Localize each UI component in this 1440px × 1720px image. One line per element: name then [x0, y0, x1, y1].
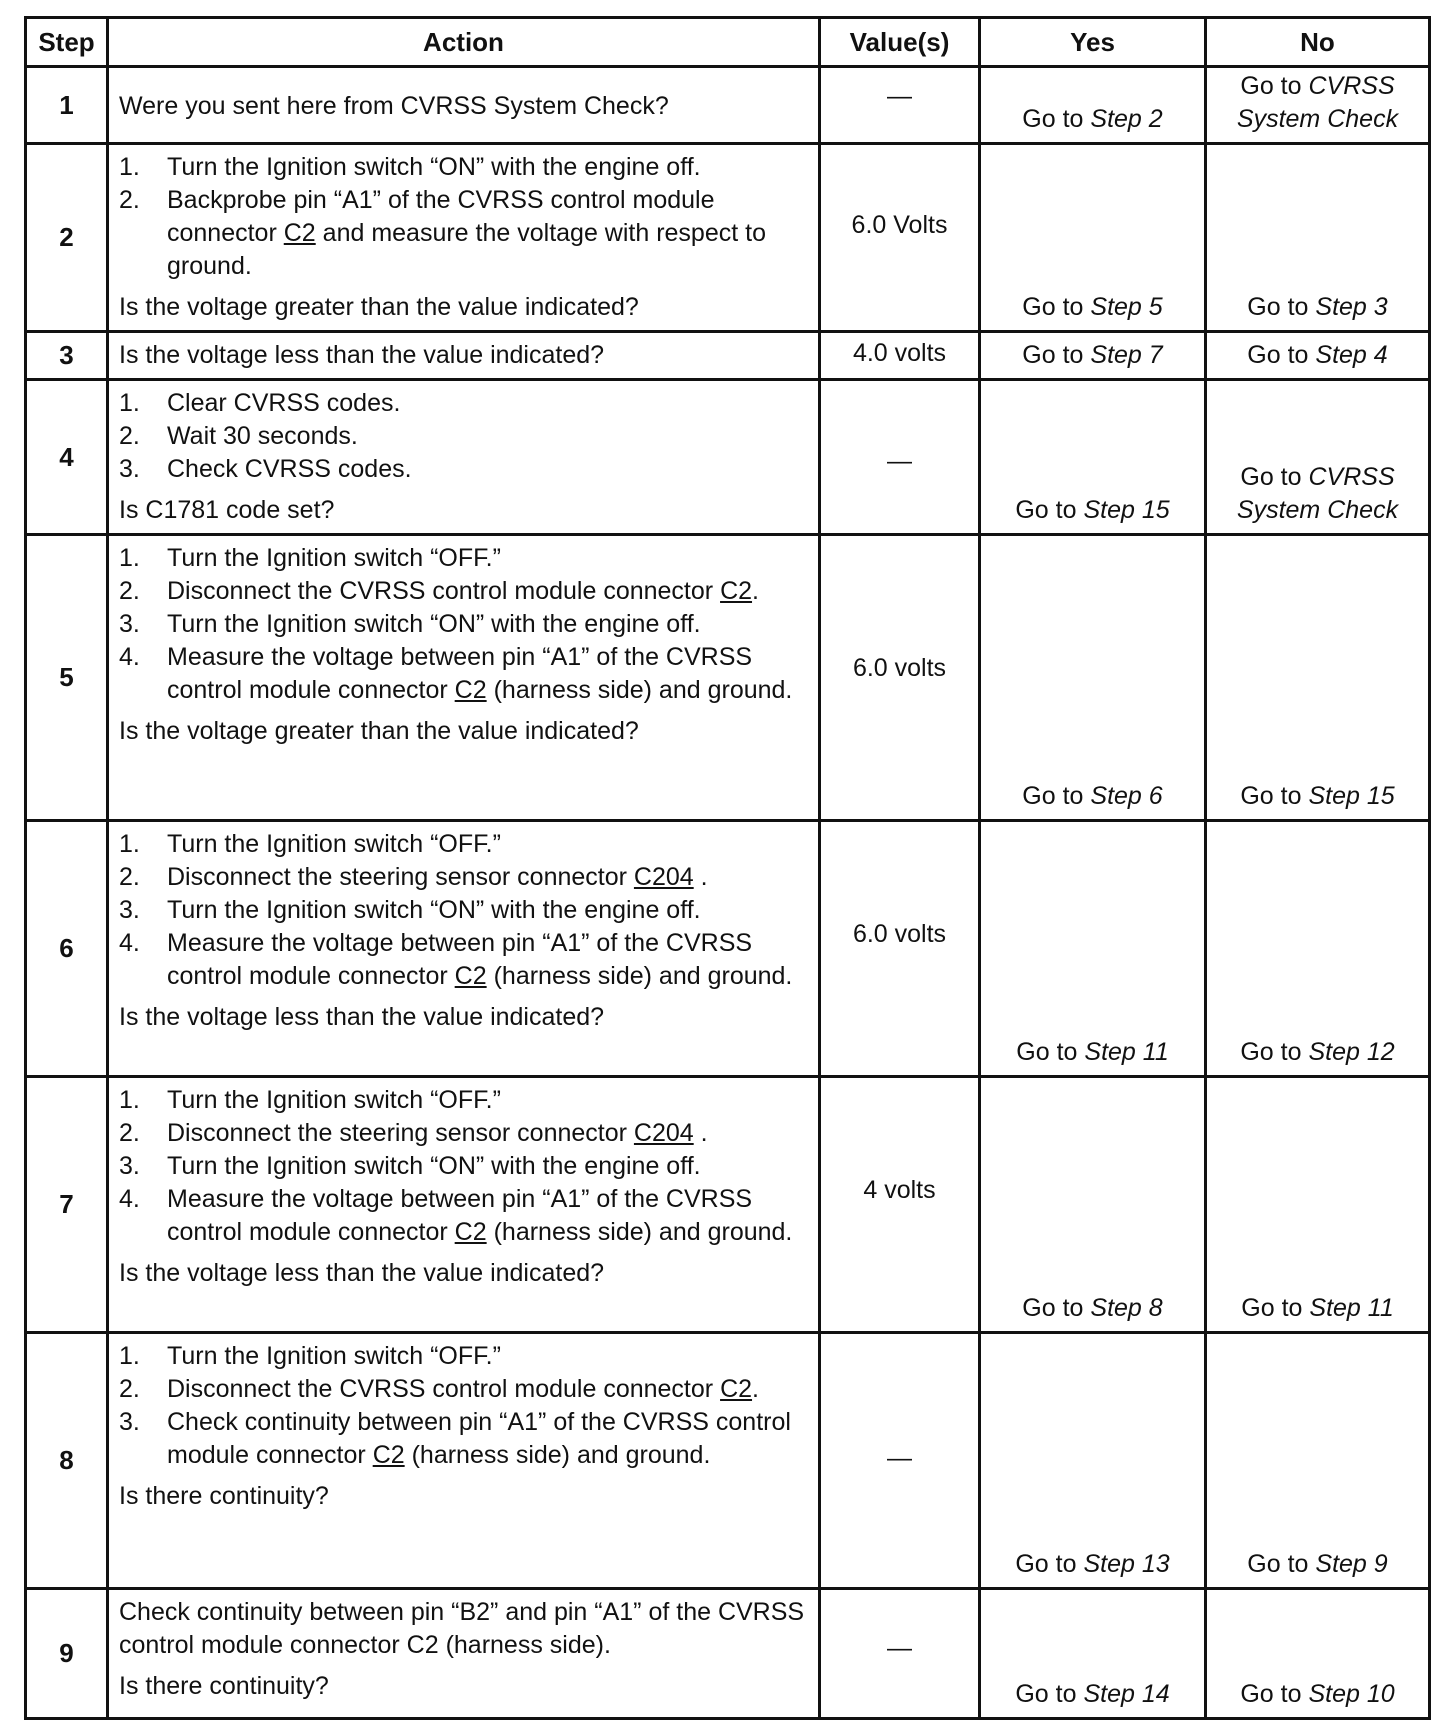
no-cell [1206, 1589, 1430, 1719]
table-row [26, 1077, 1430, 1333]
question-text: Is the voltage less than the value indicated? [119, 1259, 605, 1287]
yes-goto-prefix: Go to [1015, 1680, 1077, 1708]
no-goto-prefix: Go to [1240, 782, 1302, 810]
instruction-text-pre: Disconnect the steering sensor connector [167, 1119, 634, 1147]
instruction-item [119, 641, 808, 707]
table-row [26, 535, 1430, 821]
instruction-text-post: . [693, 1119, 708, 1147]
instruction-text: Turn the Ignition switch “ON” with the engine off. [167, 153, 701, 181]
yes-cell [980, 821, 1206, 1077]
action-paragraph: Check continuity between pin “B2” and pin “A1” of the CVRSS control module connector C2 (harness side). [119, 1598, 805, 1659]
yes-goto-target[interactable]: Step 15 [1083, 496, 1170, 524]
value-text: 4.0 volts [852, 339, 947, 367]
connector-ref: C2 [283, 219, 316, 247]
action-content [109, 333, 818, 378]
value-text: 6.0 volts [852, 920, 947, 948]
instruction-number: 3. [119, 896, 140, 924]
question-text: Is the voltage less than the value indicated? [119, 341, 605, 369]
yes-goto-prefix: Go to [1016, 1038, 1078, 1066]
instruction-text: Wait 30 seconds. [167, 422, 358, 450]
question-text: Is the voltage greater than the value indicated? [119, 717, 639, 745]
instruction-text-post: . [752, 1375, 759, 1403]
yes-goto-target[interactable]: Step 8 [1090, 1294, 1163, 1322]
action-cell [108, 821, 820, 1077]
action-cell [108, 332, 820, 380]
table-row [26, 144, 1430, 332]
instruction-item [119, 1373, 808, 1406]
instruction-number: 4. [119, 643, 140, 671]
value-text: — [887, 1634, 912, 1662]
instruction-text [167, 1406, 808, 1472]
instruction-text: Turn the Ignition switch “OFF.” [167, 1086, 501, 1114]
yes-goto-target[interactable]: Step 13 [1083, 1550, 1170, 1578]
action-cell [108, 535, 820, 821]
instruction-item [119, 151, 808, 184]
instruction-text-post: . [752, 577, 759, 605]
connector-ref: C2 [454, 962, 487, 990]
yes-goto-prefix: Go to [1022, 1294, 1084, 1322]
instruction-text [167, 1117, 808, 1150]
yes-goto-prefix: Go to [1015, 1550, 1077, 1578]
instruction-item [119, 575, 808, 608]
connector-ref: C2 [454, 1218, 487, 1246]
instruction-list [119, 151, 808, 283]
no-goto-target[interactable]: CVRSS System Check [1236, 463, 1399, 524]
question-text: Is the voltage less than the value indicated? [119, 1003, 605, 1031]
no-cell [1206, 1077, 1430, 1333]
connector-ref: C2 [720, 577, 753, 605]
instruction-text [167, 927, 808, 993]
instruction-number: 1. [119, 544, 140, 572]
yes-goto-target[interactable]: Step 14 [1083, 1680, 1170, 1708]
instruction-list [119, 1340, 808, 1472]
yes-cell [980, 535, 1206, 821]
action-cell [108, 1333, 820, 1589]
no-goto-prefix: Go to [1240, 1680, 1302, 1708]
instruction-text-pre: Measure the voltage between pin “A1” of the CVRSS control module connector [167, 643, 753, 704]
instruction-list [119, 828, 808, 993]
value-cell [820, 144, 980, 332]
no-goto-prefix: Go to [1241, 1294, 1303, 1322]
instruction-number: 3. [119, 610, 140, 638]
connector-ref: C2 [454, 676, 487, 704]
step-number: 9 [26, 1589, 108, 1719]
no-cell [1206, 67, 1430, 144]
question-text: Is there continuity? [119, 1672, 329, 1700]
table-body [26, 67, 1430, 1719]
value-text: — [887, 82, 912, 110]
action-content [109, 822, 818, 1040]
value-cell [820, 535, 980, 821]
instruction-text-post: . [693, 863, 708, 891]
table-row [26, 821, 1430, 1077]
question-text: Is the voltage greater than the value indicated? [119, 293, 639, 321]
instruction-text-pre: Backprobe pin “A1” of the CVRSS control module connector [167, 186, 715, 247]
value-text: 6.0 volts [852, 654, 947, 682]
value-cell [820, 380, 980, 535]
instruction-item [119, 1406, 808, 1472]
no-goto-target[interactable]: Step 10 [1308, 1680, 1395, 1708]
no-goto-target[interactable]: Step 12 [1308, 1038, 1395, 1066]
value-cell [820, 1077, 980, 1333]
header-step: Step [26, 18, 108, 67]
yes-cell [980, 332, 1206, 380]
action-cell [108, 1077, 820, 1333]
instruction-number: 1. [119, 153, 140, 181]
no-cell [1206, 380, 1430, 535]
instruction-number: 1. [119, 1342, 140, 1370]
header-action: Action [108, 18, 820, 67]
step-number: 7 [26, 1077, 108, 1333]
no-goto-prefix: Go to [1247, 1550, 1309, 1578]
instruction-number: 2. [119, 422, 140, 450]
table-row [26, 380, 1430, 535]
action-content [109, 536, 818, 754]
instruction-text [167, 1183, 808, 1249]
value-cell [820, 332, 980, 380]
instruction-number: 2. [119, 863, 140, 891]
instruction-text [167, 1373, 808, 1406]
instruction-text-pre: Disconnect the CVRSS control module connector [167, 577, 721, 605]
no-goto-target[interactable]: Step 9 [1315, 1550, 1388, 1578]
no-goto-target[interactable]: Step 4 [1315, 341, 1388, 369]
instruction-item [119, 1084, 808, 1117]
connector-ref: C204 [633, 1119, 694, 1147]
instruction-text: Clear CVRSS codes. [167, 389, 401, 417]
instruction-text-pre: Measure the voltage between pin “A1” of the CVRSS control module connector [167, 1185, 753, 1246]
no-goto-target[interactable]: Step 11 [1309, 1294, 1394, 1322]
step-number: 1 [26, 67, 108, 144]
no-cell [1206, 535, 1430, 821]
instruction-item [119, 927, 808, 993]
instruction-list [119, 1084, 808, 1249]
no-goto-prefix: Go to [1240, 1038, 1302, 1066]
instruction-number: 2. [119, 1119, 140, 1147]
no-goto-target[interactable]: Step 3 [1315, 293, 1388, 321]
instruction-list [119, 387, 808, 486]
instruction-text-pre: Measure the voltage between pin “A1” of the CVRSS control module connector [167, 929, 753, 990]
yes-cell [980, 1333, 1206, 1589]
no-cell [1206, 821, 1430, 1077]
instruction-number: 1. [119, 1086, 140, 1114]
yes-goto-prefix: Go to [1022, 293, 1084, 321]
instruction-text-pre: Disconnect the CVRSS control module connector [167, 1375, 721, 1403]
action-cell [108, 1589, 820, 1719]
no-cell [1206, 1333, 1430, 1589]
table-row [26, 1333, 1430, 1589]
no-goto-prefix: Go to [1240, 72, 1302, 100]
instruction-item [119, 453, 808, 486]
action-cell [108, 144, 820, 332]
connector-ref: C204 [633, 863, 694, 891]
diagnostic-table [24, 16, 1431, 1720]
connector-ref: C2 [372, 1441, 405, 1469]
yes-goto-prefix: Go to [1022, 105, 1084, 133]
action-cell [108, 67, 820, 144]
yes-goto-target[interactable]: Step 5 [1090, 293, 1163, 321]
instruction-item [119, 1117, 808, 1150]
instruction-number: 4. [119, 1185, 140, 1213]
no-cell [1206, 144, 1430, 332]
connector-ref: C2 [720, 1375, 753, 1403]
table-row [26, 332, 1430, 380]
header-values: Value(s) [820, 18, 980, 67]
instruction-number: 4. [119, 929, 140, 957]
yes-cell [980, 144, 1206, 332]
value-cell [820, 67, 980, 144]
instruction-text-post: and measure the voltage with respect to ground. [167, 219, 766, 280]
step-number: 3 [26, 332, 108, 380]
step-number: 2 [26, 144, 108, 332]
instruction-text: Check CVRSS codes. [167, 455, 412, 483]
instruction-item [119, 894, 808, 927]
instruction-number: 1. [119, 389, 140, 417]
instruction-item [119, 1150, 808, 1183]
instruction-text [167, 861, 808, 894]
action-content [109, 1078, 818, 1296]
instruction-item [119, 1183, 808, 1249]
instruction-text: Turn the Ignition switch “OFF.” [167, 544, 501, 572]
question-text: Is C1781 code set? [119, 496, 335, 524]
instruction-number: 2. [119, 577, 140, 605]
yes-cell [980, 67, 1206, 144]
value-cell [820, 821, 980, 1077]
yes-goto-target[interactable]: Step 6 [1090, 782, 1163, 810]
yes-goto-prefix: Go to [1015, 496, 1077, 524]
action-content [109, 1334, 818, 1519]
instruction-number: 3. [119, 455, 140, 483]
instruction-text: Turn the Ignition switch “ON” with the engine off. [167, 610, 701, 638]
instruction-number: 3. [119, 1408, 140, 1436]
instruction-item [119, 542, 808, 575]
instruction-text-pre: Disconnect the steering sensor connector [167, 863, 634, 891]
yes-goto-prefix: Go to [1022, 782, 1084, 810]
instruction-list [119, 542, 808, 707]
action-content [109, 68, 818, 129]
no-goto-target[interactable]: CVRSS System Check [1236, 72, 1399, 133]
instruction-text-post: (harness side) and ground. [404, 1441, 711, 1469]
instruction-item [119, 828, 808, 861]
instruction-text [167, 641, 808, 707]
step-number: 8 [26, 1333, 108, 1589]
instruction-number: 2. [119, 186, 140, 214]
instruction-item [119, 1340, 808, 1373]
instruction-text: Turn the Ignition switch “OFF.” [167, 830, 501, 858]
action-content [109, 145, 818, 330]
yes-goto-prefix: Go to [1022, 341, 1084, 369]
instruction-item [119, 184, 808, 283]
instruction-item [119, 861, 808, 894]
instruction-text-post: (harness side) and ground. [486, 676, 793, 704]
no-goto-prefix: Go to [1247, 293, 1309, 321]
yes-goto-target[interactable]: Step 7 [1090, 341, 1163, 369]
instruction-text-post: (harness side) and ground. [486, 962, 793, 990]
instruction-text [167, 575, 808, 608]
question-text: Were you sent here from CVRSS System Check? [119, 92, 669, 120]
instruction-text: Turn the Ignition switch “OFF.” [167, 1342, 501, 1370]
action-content [109, 1590, 818, 1709]
no-goto-prefix: Go to [1240, 463, 1302, 491]
action-cell [108, 380, 820, 535]
instruction-item [119, 387, 808, 420]
value-cell [820, 1333, 980, 1589]
instruction-item [119, 608, 808, 641]
table-row [26, 67, 1430, 144]
value-text: — [887, 447, 912, 475]
instruction-number: 2. [119, 1375, 140, 1403]
instruction-number: 1. [119, 830, 140, 858]
step-number: 6 [26, 821, 108, 1077]
header-row [26, 18, 1430, 67]
instruction-text [167, 184, 808, 283]
instruction-text: Turn the Ignition switch “ON” with the engine off. [167, 1152, 701, 1180]
value-text: — [887, 1444, 912, 1472]
table-row [26, 1589, 1430, 1719]
no-goto-prefix: Go to [1247, 341, 1309, 369]
no-goto-target[interactable]: Step 15 [1308, 782, 1395, 810]
instruction-number: 3. [119, 1152, 140, 1180]
instruction-item [119, 420, 808, 453]
value-text: 6.0 Volts [851, 211, 948, 239]
step-number: 5 [26, 535, 108, 821]
yes-cell [980, 1589, 1206, 1719]
yes-cell [980, 1077, 1206, 1333]
action-content [109, 381, 818, 533]
value-text: 4 volts [863, 1176, 936, 1204]
instruction-text-pre: Check continuity between pin “A1” of the CVRSS control module connector [167, 1408, 791, 1469]
yes-cell [980, 380, 1206, 535]
header-yes: Yes [980, 18, 1206, 67]
instruction-text-post: (harness side) and ground. [486, 1218, 793, 1246]
value-cell [820, 1589, 980, 1719]
step-number: 4 [26, 380, 108, 535]
no-cell [1206, 332, 1430, 380]
yes-goto-target[interactable]: Step 2 [1090, 105, 1163, 133]
question-text: Is there continuity? [119, 1482, 329, 1510]
header-no: No [1206, 18, 1430, 67]
instruction-text: Turn the Ignition switch “ON” with the engine off. [167, 896, 701, 924]
yes-goto-target[interactable]: Step 11 [1084, 1038, 1169, 1066]
